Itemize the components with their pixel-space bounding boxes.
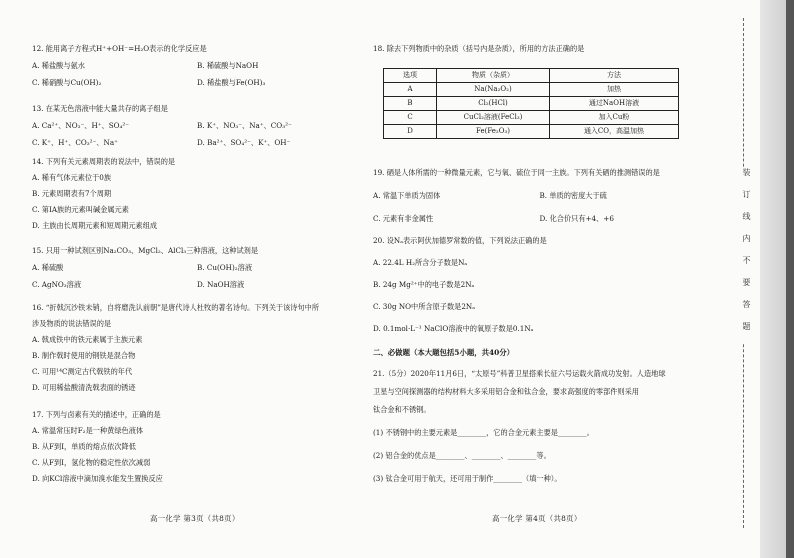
option-c: C. 30g NO中所含原子数是2Nₐ xyxy=(373,302,475,311)
table-cell: Na(Na₂O₂) xyxy=(437,83,550,97)
question-17-title: 17. 下列与卤素有关的描述中，正确的是 xyxy=(32,410,161,419)
table-cell: 通入CO，高温加热 xyxy=(550,125,679,139)
table-row xyxy=(384,97,679,111)
table-cell: 加入Cu粉 xyxy=(550,111,679,125)
question-21-sub-2: (2) 铝合金的优点是________、________、________等。 xyxy=(373,451,551,460)
option-c: C. 元素有非金属性 xyxy=(373,214,434,223)
question-21-sub-3: (3) 钛合金可用于航天，还可用于制作________（填一种）。 xyxy=(373,474,562,483)
option-a: A. Ca²⁺、NO₃⁻、H⁺、SO₄²⁻ xyxy=(32,121,130,130)
question-12 xyxy=(32,44,362,87)
option-b: B. 元素周期表有7个周期 xyxy=(32,189,112,198)
option-a: A. 稀有气体元素位于0族 xyxy=(32,173,112,182)
option-c: C. 稀硝酸与Cu(OH)₂ xyxy=(32,78,102,87)
option-b: B. 24g Mg²⁺中的电子数是2Nₐ xyxy=(373,280,475,289)
question-12-title: 12. 能用离子方程式H⁺+OH⁻=H₂O表示的化学反应是 xyxy=(32,44,207,53)
table-cell: 通过NaOH溶液 xyxy=(550,97,679,111)
question-19-title: 19. 硒是人体所需的一种微量元素，它与氧、硫位于同一主族。下列有关硒的推测错误的是 xyxy=(373,168,660,177)
option-c: C. 第IA族的元素叫碱金属元素 xyxy=(32,205,129,214)
question-16 xyxy=(32,303,362,392)
option-a: A. 稀盐酸与氨水 xyxy=(32,61,85,70)
option-c: C. AgNO₃溶液 xyxy=(32,280,82,289)
table-cell: A xyxy=(384,83,437,97)
table-row xyxy=(384,83,679,97)
question-21 xyxy=(373,369,706,483)
question-16-title-cont: 涉及物质的说法错误的是 xyxy=(32,319,112,328)
option-b: B. 稀硫酸与NaOH xyxy=(197,61,259,70)
left-column xyxy=(32,40,362,510)
option-b: B. K⁺、NO₃⁻、Na⁺、CO₃²⁻ xyxy=(197,121,292,130)
binding-margin xyxy=(716,18,754,528)
option-b: B. 从F到I，单质的熔点依次降低 xyxy=(32,442,136,451)
option-b: B. Cu(OH)₂溶液 xyxy=(197,263,253,272)
section-heading: 二、必做题（本大题包括5小题，共40分） xyxy=(373,348,515,357)
question-16-title: 16. “折戟沉沙铁未销，自将磨洗认前朝”是唐代诗人杜牧的著名诗句。下列关于该诗句中所 xyxy=(32,303,320,312)
question-20-title: 20. 设Nₐ表示阿伏加德罗常数的值，下列说法正确的是 xyxy=(373,236,547,245)
option-a: A. 常温常压时F₂是一种黄绿色液体 xyxy=(32,426,144,435)
question-19 xyxy=(373,168,706,223)
option-a: A. 22.4L H₂所含分子数是Nₐ xyxy=(373,258,468,267)
question-14 xyxy=(32,157,362,230)
question-18-title: 18. 除去下列物质中的杂质（括号内是杂质），所用的方法正确的是 xyxy=(373,44,585,53)
question-13 xyxy=(32,104,362,147)
table-cell: Fe(Fe₂O₃) xyxy=(437,125,550,139)
option-c: C. 从F到I，氢化物的稳定性依次减弱 xyxy=(32,458,151,467)
scan-edge-dark xyxy=(786,0,794,558)
binding-warning-text: 装订线内不要答题 xyxy=(738,168,750,344)
question-13-title: 13. 在某无色溶液中能大量共存的离子组是 xyxy=(32,104,168,113)
question-21-line-3: 钛合金和不锈钢。 xyxy=(373,405,431,414)
option-d: D. Ba²⁺、SO₄²⁻、K⁺、OH⁻ xyxy=(197,138,291,147)
option-c: C. K⁺、H⁺、CO₃²⁻、Na⁺ xyxy=(32,138,118,147)
table-header: 方法 xyxy=(550,69,679,83)
option-c: C. 可用¹⁴C测定古代戟铁的年代 xyxy=(32,367,133,376)
table-row xyxy=(384,125,679,139)
table-header-row xyxy=(384,69,679,83)
option-d: D. 主族由长周期元素和短周期元素组成 xyxy=(32,221,158,230)
option-a: A. 稀硫酸 xyxy=(32,263,64,272)
question-18 xyxy=(373,44,706,53)
table-cell: B xyxy=(384,97,437,111)
option-d: D. NaOH溶液 xyxy=(197,280,245,289)
table-row xyxy=(384,111,679,125)
question-21-line-1: 21.（5分）2020年11月6日，“太原号”科普卫星搭乘长征六号运载火箭成功发射。人造地球 xyxy=(373,369,666,378)
question-14-title: 14. 下列有关元素周期表的说法中，错误的是 xyxy=(32,157,176,166)
question-15-title: 15. 只用一种试剂区别Na₂CO₃、MgCl₂、AlCl₃三种溶液，这种试剂是 xyxy=(32,246,259,255)
option-b: B. 制作戟时使用的钢铁是混合物 xyxy=(32,351,136,360)
page-footer-right: 高一化学 第4页（共8页） xyxy=(492,514,582,523)
question-21-sub-1: (1) 不锈钢中的主要元素是________，它的合金元素主要是________。 xyxy=(373,428,594,437)
table-header: 物质（杂质） xyxy=(437,69,550,83)
question-20 xyxy=(373,236,706,333)
option-d: D. 向KCl溶液中滴加溴水能发生置换反应 xyxy=(32,474,163,483)
table-cell: Cl₂(HCl) xyxy=(437,97,550,111)
table-cell: 加热 xyxy=(550,83,679,97)
table-header: 选项 xyxy=(384,69,437,83)
option-d: D. 可用稀盐酸清洗戟表面的锈迹 xyxy=(32,383,136,392)
question-21-line-2: 卫星与空间探测器的结构材料大多采用铝合金和钛合金，要求高强度的零部件则采用 xyxy=(373,387,639,396)
option-d: D. 稀盐酸与Fe(OH)₃ xyxy=(197,78,266,87)
right-column xyxy=(373,40,706,510)
table-cell: D xyxy=(384,125,437,139)
option-a: A. 常温下单质为固体 xyxy=(373,191,441,200)
impurity-table xyxy=(383,68,679,139)
option-b: B. 单质的密度大于硫 xyxy=(539,191,607,200)
table-cell: CuCl₂溶液(FeCl₃) xyxy=(437,111,550,125)
question-17 xyxy=(32,410,362,483)
table-cell: C xyxy=(384,111,437,125)
option-d: D. 0.1mol·L⁻¹ NaClO溶液中的氧原子数是0.1Nₐ xyxy=(373,324,534,333)
option-d: D. 化合价只有+4、+6 xyxy=(539,214,614,223)
page-footer-left: 高一化学 第3页（共8页） xyxy=(150,514,240,523)
option-a: A. 戟成铁中的铁元素属于主族元素 xyxy=(32,335,143,344)
question-15 xyxy=(32,246,362,289)
